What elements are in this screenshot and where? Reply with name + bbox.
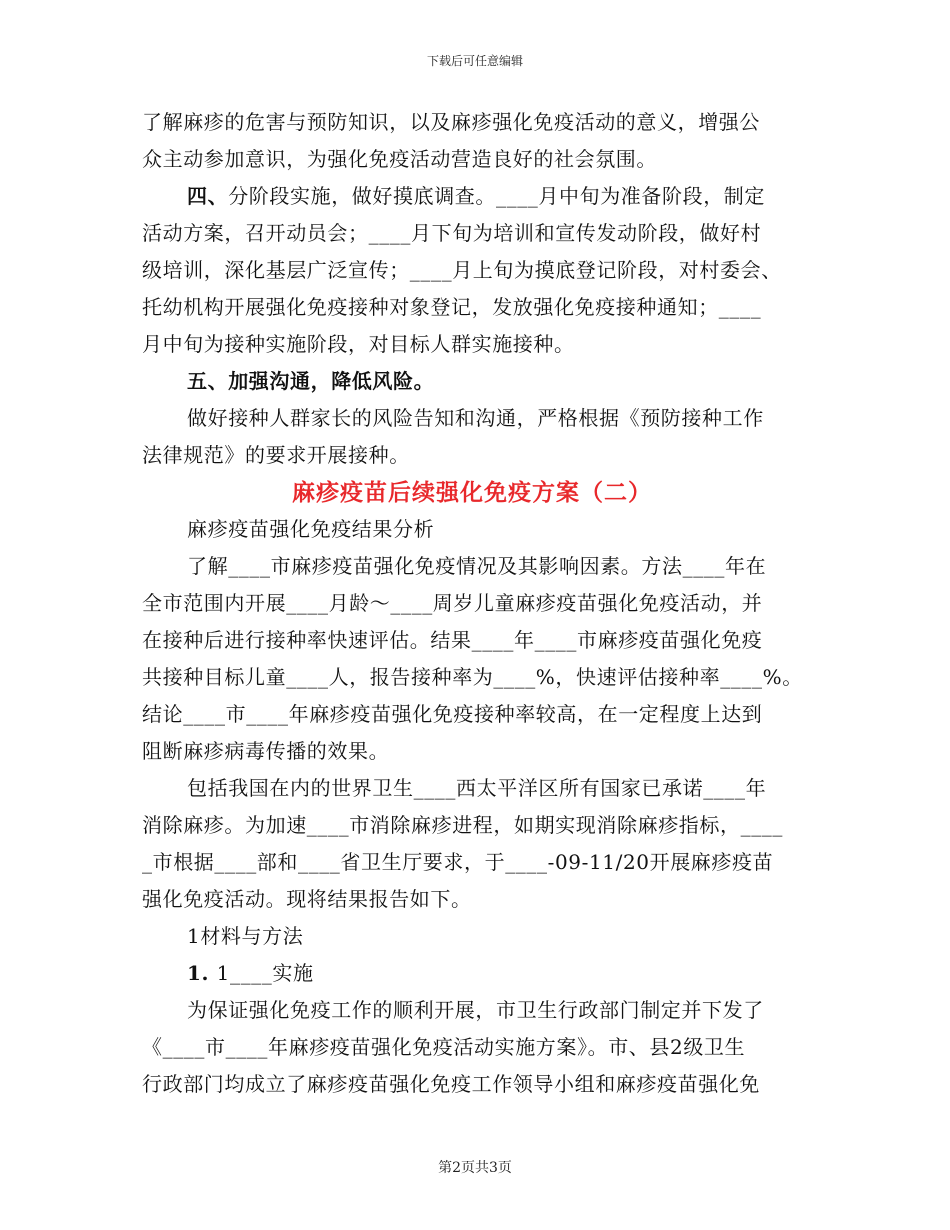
paragraph-line: 了解____市麻疹疫苗强化免疫情况及其影响因素。方法____年在 xyxy=(187,554,767,578)
paragraph-line: 月中旬为接种实施阶段，对目标人群实施接种。 xyxy=(142,332,575,356)
paragraph-line: 活动方案，召开动员会；____月下旬为培训和宣传发动阶段，做好村 xyxy=(142,221,762,245)
page-footer: 第2页共3页 xyxy=(438,1160,512,1176)
paragraph-line: 行政部门均成立了麻疹疫苗强化免疫工作领导小组和麻疹疫苗强化免 xyxy=(142,1072,760,1096)
materials-heading: 1材料与方法 xyxy=(187,924,304,948)
paragraph-line: 托幼机构开展强化免疫接种对象登记，发放强化免疫接种通知；____ xyxy=(142,295,762,319)
section-four-text: 分阶段实施，做好摸底调查。____月中旬为准备阶段，制定 xyxy=(228,184,766,208)
subsection-heading xyxy=(142,955,802,992)
paragraph-line: 强化免疫活动。现将结果报告如下。 xyxy=(142,887,472,911)
paragraph-line: 了解麻疹的危害与预防知识，以及麻疹强化免疫活动的意义，增强公 xyxy=(142,110,760,134)
paragraph-line: _市根据____部和____省卫生厅要求，于____-09-11/20开展麻疹疫苗 xyxy=(142,850,774,874)
page-header: 下载后可任意编辑 xyxy=(426,54,523,68)
section-five-heading: 五、加强沟通，降低风险。 xyxy=(187,369,435,393)
paragraph-line: 为保证强化免疫工作的顺利开展，市卫生行政部门制定并下发了 xyxy=(187,998,764,1022)
paragraph-line: 做好接种人群家长的风险告知和沟通，严格根据《预防接种工作 xyxy=(187,406,764,430)
section-four-heading: 四、 xyxy=(187,184,229,208)
paragraph-line: 《____市____年麻疹疫苗强化免疫活动实施方案》。市、县2级卫生 xyxy=(142,1035,746,1059)
subsection-text: 1____实施 xyxy=(216,961,314,985)
subtitle: 麻疹疫苗强化免疫结果分析 xyxy=(187,517,435,541)
paragraph-line: 结论____市____年麻疹疫苗强化免疫接种率较高，在一定程度上达到 xyxy=(142,702,763,726)
document-body xyxy=(142,104,802,1103)
section-four-line xyxy=(142,178,802,215)
paragraph-line: 全市范围内开展____月龄～____周岁儿童麻疹疫苗强化免疫活动，并 xyxy=(142,591,763,615)
paragraph-line: 共接种目标儿童____人，报告接种率为____%，快速评估接种率____%。 xyxy=(142,665,803,689)
paragraph-line: 级培训，深化基层广泛宣传；____月上旬为摸底登记阶段，对村委会、 xyxy=(142,258,782,282)
subsection-number: 1. xyxy=(187,961,217,985)
paragraph-line: 消除麻疹。为加速____市消除麻疹进程，如期实现消除麻疹指标，____ xyxy=(142,813,783,837)
paragraph-line: 众主动参加意识，为强化免疫活动营造良好的社会氛围。 xyxy=(142,147,657,171)
paragraph-line: 包括我国在内的世界卫生____西太平洋区所有国家已承诺____年 xyxy=(187,776,767,800)
document-title: 麻疹疫苗后续强化免疫方案（二） xyxy=(292,479,652,506)
paragraph-line: 法律规范》的要求开展接种。 xyxy=(142,443,410,467)
paragraph-line: 在接种后进行接种率快速评估。结果____年____市麻疹疫苗强化免疫 xyxy=(142,628,763,652)
paragraph-line: 阻断麻疹病毒传播的效果。 xyxy=(142,739,390,763)
